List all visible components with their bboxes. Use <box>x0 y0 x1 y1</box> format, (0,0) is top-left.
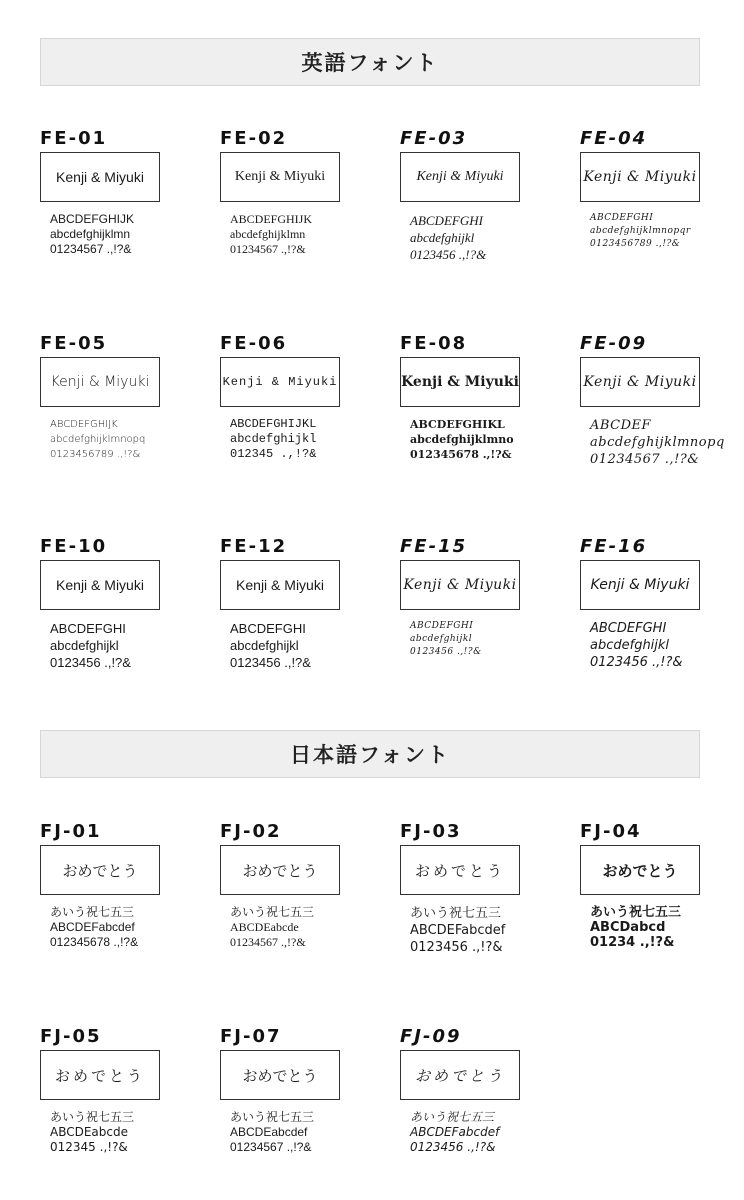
font-preview-box: Kenji & Miyuki <box>40 152 160 202</box>
font-preview-box: おめでとう <box>400 1050 520 1100</box>
font-code: FE-03 <box>400 128 468 149</box>
section-header-japanese: 日本語フォント <box>40 730 700 778</box>
section-header-english: 英語フォント <box>40 38 700 86</box>
font-samples <box>220 212 342 257</box>
sample-digits: 012345 .,!?& <box>230 447 317 461</box>
font-code: FJ-05 <box>40 1026 102 1047</box>
sample-digits: 01234567 .,!?& <box>230 242 306 256</box>
sample-digits: 012345678 .,!?& <box>50 935 139 949</box>
sample-digits: 0123456 .,!?& <box>410 647 482 657</box>
sample-digits: 01234 .,!?& <box>590 935 675 950</box>
font-code: FE-05 <box>40 333 108 354</box>
font-preview-box: Kenji & Miyuki <box>580 357 700 407</box>
font-preview-box: おめでとう <box>40 1050 160 1100</box>
font-preview-box: おめでとう <box>220 845 340 895</box>
sample-uppercase: ABCDEFGHIJK <box>50 419 118 430</box>
sample-mixed: ABCDEFabcdef <box>410 1125 500 1139</box>
font-card-fe-09 <box>580 333 725 468</box>
font-samples <box>400 620 522 659</box>
font-card-fj-01 <box>40 821 162 950</box>
font-samples <box>220 620 342 671</box>
sample-lowercase: abcdefghijkl <box>230 432 317 446</box>
font-samples <box>220 1110 342 1155</box>
sample-lowercase: abcdefghijklmnopqr <box>590 226 691 236</box>
sample-digits: 0123456 .,!?& <box>50 655 131 670</box>
font-code: FE-04 <box>580 128 648 149</box>
sample-uppercase: ABCDEFGHIJKL <box>230 417 317 431</box>
sample-digits: 0123456 .,!?& <box>410 247 487 262</box>
sample-lowercase: abcdefghijkl <box>410 634 473 644</box>
font-samples <box>400 212 522 263</box>
sample-lowercase: abcdefghijkl <box>590 638 670 653</box>
sample-kana: あいう祝七五三 <box>590 905 682 920</box>
sample-lowercase: abcdefghijkl <box>410 230 475 245</box>
font-samples <box>40 905 162 950</box>
sample-digits: 012345678 .,!?& <box>410 448 512 461</box>
font-code: FE-02 <box>220 128 288 149</box>
font-samples <box>580 212 702 251</box>
sample-mixed: ABCDEabcdef <box>230 1125 308 1139</box>
sample-lowercase: abcdefghijkl <box>50 638 119 653</box>
sample-uppercase: ABCDEFGHIJK <box>50 212 135 226</box>
sample-lowercase: abcdefghijklmnopq <box>590 435 725 450</box>
font-card-fj-07 <box>220 1026 342 1155</box>
font-card-fe-01 <box>40 128 162 257</box>
font-preview-box: Kenji & Miyuki <box>400 560 520 610</box>
font-card-fj-03 <box>400 821 522 956</box>
sample-digits: 01234567 .,!?& <box>50 242 132 256</box>
font-code: FE-12 <box>220 536 288 557</box>
font-code: FE-10 <box>40 536 108 557</box>
sample-uppercase: ABCDEFGHIKL <box>410 418 505 431</box>
font-samples <box>580 905 702 950</box>
font-samples <box>400 1110 522 1155</box>
sample-digits: 0123456 .,!?& <box>410 1140 496 1154</box>
font-preview-box: Kenji & Miyuki <box>400 152 520 202</box>
font-card-fe-15 <box>400 536 522 659</box>
font-samples <box>40 417 162 462</box>
font-preview-box: Kenji & Miyuki <box>220 560 340 610</box>
font-preview-box: おめでとう <box>580 845 700 895</box>
sample-uppercase: ABCDEFGHI <box>230 621 306 636</box>
font-preview-box: Kenji & Miyuki <box>40 560 160 610</box>
sample-mixed: ABCDabcd <box>590 920 666 935</box>
sample-mixed: ABCDEabcde <box>50 1125 128 1139</box>
font-samples <box>400 417 522 462</box>
font-card-fe-12 <box>220 536 342 671</box>
font-card-fe-04 <box>580 128 702 251</box>
sample-digits: 0123456789 .,!?& <box>590 239 681 249</box>
font-preview-box: おめでとう <box>220 1050 340 1100</box>
sample-uppercase: ABCDEFGHI <box>410 621 474 631</box>
sample-uppercase: ABCDEFGHI <box>50 621 126 636</box>
font-preview-box: Kenji & Miyuki <box>580 152 700 202</box>
font-code: FE-08 <box>400 333 468 354</box>
font-code: FE-15 <box>400 536 468 557</box>
font-samples <box>400 905 522 956</box>
font-preview-box: おめでとう <box>40 845 160 895</box>
sample-lowercase: abcdefghijklmn <box>230 227 306 241</box>
sample-digits: 0123456 .,!?& <box>590 655 683 670</box>
font-card-fe-10 <box>40 536 162 671</box>
font-card-fe-03 <box>400 128 522 263</box>
font-samples <box>220 905 342 950</box>
sample-mixed: ABCDEFabcdef <box>410 923 506 938</box>
font-card-fe-16 <box>580 536 702 671</box>
sample-lowercase: abcdefghijklmnopq <box>50 434 146 445</box>
font-card-fj-04 <box>580 821 702 950</box>
font-code: FE-01 <box>40 128 108 149</box>
font-preview-box: おめでとう <box>400 845 520 895</box>
sample-kana: あいう祝七五三 <box>230 905 315 919</box>
sample-lowercase: abcdefghijklmn <box>50 227 131 241</box>
font-preview-box: Kenji & Miyuki <box>400 357 520 407</box>
font-code: FJ-04 <box>580 821 642 842</box>
sample-digits: 01234567 .,!?& <box>590 452 700 467</box>
sample-digits: 0123456789 .,!?& <box>50 449 141 460</box>
font-code: FJ-03 <box>400 821 462 842</box>
font-preview-box: Kenji & Miyuki <box>220 152 340 202</box>
font-samples <box>40 1110 162 1155</box>
sample-kana: あいう祝七五三 <box>410 1110 495 1124</box>
sample-lowercase: abcdefghijkl <box>230 638 299 653</box>
font-preview-box: Kenji & Miyuki <box>40 357 160 407</box>
sample-mixed: ABCDEabcde <box>230 920 299 934</box>
sample-digits: 0123456 .,!?& <box>410 940 503 955</box>
sample-mixed: ABCDEFabcdef <box>50 920 135 934</box>
sample-digits: 012345 .,!?& <box>50 1140 128 1154</box>
sample-uppercase: ABCDEFGHI <box>590 621 667 636</box>
sample-digits: 0123456 .,!?& <box>230 655 311 670</box>
font-card-fj-02 <box>220 821 342 950</box>
font-card-fe-06 <box>220 333 342 462</box>
font-code: FJ-07 <box>220 1026 282 1047</box>
font-samples <box>580 417 725 468</box>
font-code: FJ-09 <box>400 1026 462 1047</box>
font-code: FE-06 <box>220 333 288 354</box>
sample-digits: 01234567 .,!?& <box>230 935 306 949</box>
font-samples <box>220 417 342 462</box>
sample-digits: 01234567 .,!?& <box>230 1140 312 1154</box>
font-card-fe-05 <box>40 333 162 462</box>
sample-uppercase: ABCDEFGHIJK <box>230 212 313 226</box>
font-code: FE-16 <box>580 536 648 557</box>
font-preview-box: Kenji & Miyuki <box>580 560 700 610</box>
sample-kana: あいう祝七五三 <box>50 1110 135 1124</box>
font-card-fe-02 <box>220 128 342 257</box>
font-samples <box>40 620 162 671</box>
font-code: FE-09 <box>580 333 648 354</box>
font-card-fe-08 <box>400 333 522 462</box>
font-card-fj-05 <box>40 1026 162 1155</box>
font-preview-box: Kenji & Miyuki <box>220 357 340 407</box>
font-code: FJ-02 <box>220 821 282 842</box>
sample-kana: あいう祝七五三 <box>230 1110 315 1124</box>
sample-uppercase: ABCDEFGHI <box>590 213 654 223</box>
sample-kana: あいう祝七五三 <box>410 906 502 921</box>
sample-uppercase: ABCDEF <box>590 418 652 433</box>
sample-lowercase: abcdefghijklmno <box>410 433 514 446</box>
sample-kana: あいう祝七五三 <box>50 905 135 919</box>
font-samples <box>580 620 702 671</box>
font-samples <box>40 212 162 257</box>
font-code: FJ-01 <box>40 821 102 842</box>
font-card-fj-09 <box>400 1026 522 1155</box>
sample-uppercase: ABCDEFGHI <box>410 213 483 228</box>
